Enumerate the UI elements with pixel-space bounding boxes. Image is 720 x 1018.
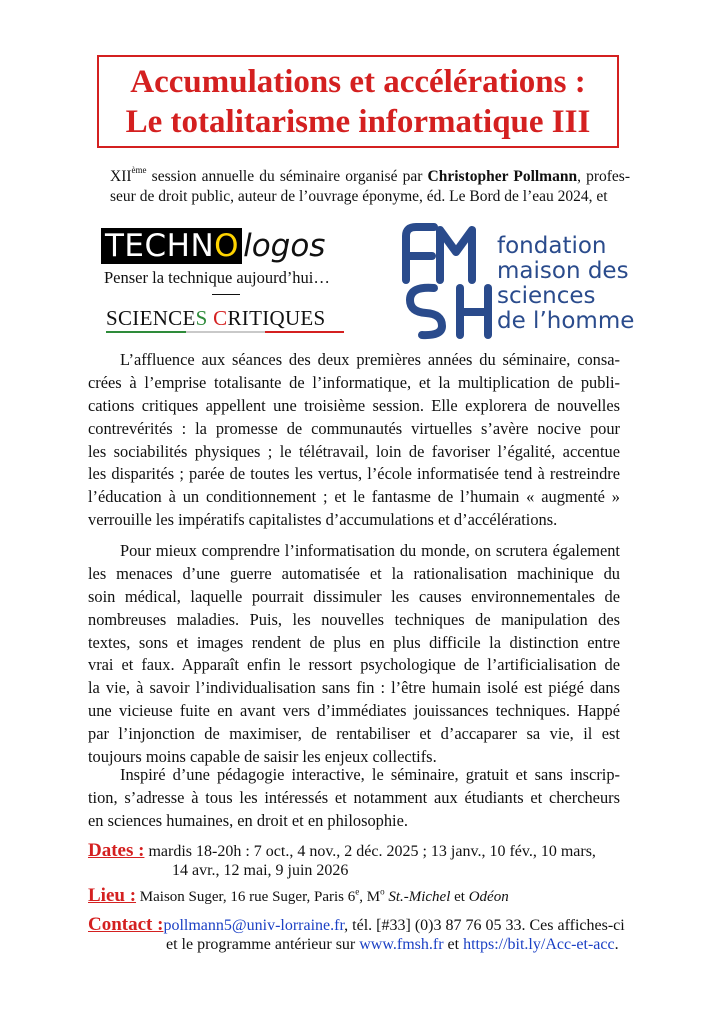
p2-line: par l’injonction de maximiser, de rentabiliser et d’accaparer sa vie, il est [88, 724, 620, 744]
lieu-sup-e: e [355, 886, 360, 897]
sciences-critiques-underline [106, 331, 344, 333]
contact-email-link[interactable]: pollmann5@univ-lorraine.fr [163, 917, 345, 934]
lieu-label: Lieu : [88, 885, 137, 906]
dates-line-2: 14 avr., 12 mai, 9 juin 2026 [172, 862, 349, 879]
sc-c: C [213, 306, 228, 330]
title-line-1: Accumulations et accélérations : [130, 63, 586, 100]
p2-line: une vicieuse fuite en avant vers d’immédiates jouissances techniques. Happé [88, 701, 620, 721]
p1-line: verrouille les impératifs capitalistes d’accumulations et d’accélérations. [88, 510, 558, 530]
session-ordinal: ème [131, 165, 147, 175]
technologos-o: O [214, 228, 240, 264]
paragraph-1 [88, 349, 620, 532]
p1-line: crées à l’emprise totalisante de l’informatique, et la multiplication de publi- [88, 372, 620, 392]
bitly-link[interactable]: https://bit.ly/Acc-et-acc [463, 936, 615, 953]
p2-line: nombreuses maladies. Puis, les nouvelles techniques de manipulation des [88, 609, 620, 629]
p1-line: les disparités ; parée de toutes les vertus, l’école informatisée tend à restreindre [88, 464, 620, 484]
intro-line-2: seur de droit public, auteur de l’ouvrage éponyme, éd. Le Bord de l’eau 2024, et [110, 188, 608, 205]
p3-line: en sciences humaines, en droit et en philosophie. [88, 810, 408, 830]
dates-line-1: mardis 18-20h : 7 oct., 4 nov., 2 déc. 2025 ; 13 janv., 10 fév., 10 mars, [144, 843, 596, 860]
lieu-sup-o: o [380, 886, 385, 897]
technologos-logo [101, 226, 325, 264]
contact-text-d: . [614, 936, 619, 953]
author-name: Christopher Pollmann [427, 168, 578, 185]
contact-label: Contact : [88, 914, 164, 935]
technologos-tagline: Penser la technique aujourd’hui… [104, 268, 330, 287]
p2-line: vrai et faux. Apparaît enfin le ressort psychologique de l’artificialisation de [88, 655, 620, 675]
title-line-2: Le totalitarisme informatique III [125, 103, 591, 140]
lieu-address: Maison Suger, 16 rue Suger, Paris 6 [136, 889, 356, 905]
lieu-row [88, 885, 509, 907]
fmsh-line-2: maison des [497, 258, 629, 284]
dates-row [88, 840, 596, 880]
lieu-station-2: Odéon [468, 889, 509, 905]
contact-row [88, 914, 625, 954]
p1-line: cations critiques appellent une troisième session. Elle explorera de nouvelles [88, 395, 620, 415]
paragraph-2 [88, 540, 620, 769]
technologos-logos: logos [243, 228, 326, 264]
fmsh-wordmark [497, 234, 634, 334]
p1-line: L’affluence aux séances des deux premières années du séminaire, consa- [120, 350, 620, 369]
sc-part1: SCIENCE [106, 306, 196, 330]
title-box [97, 55, 619, 148]
fmsh-line-4: de l’homme [497, 308, 635, 334]
p3-line: Inspiré d’une pédagogie interactive, le séminaire, gratuit et sans inscrip- [120, 765, 620, 784]
p1-line: les sociabilités physiques ; le télétravail, loin de favoriser l’égalité, accentue [88, 441, 620, 461]
session-number: XII [110, 168, 132, 185]
p1-line: contrevérités : la promesse de communautés virtuelles s’avère nocive pour [88, 418, 620, 438]
lieu-text-c: et [450, 889, 469, 905]
contact-phone: , tél. [#33] (0)3 87 76 05 33. Ces affiches-ci [344, 917, 625, 934]
paragraph-3 [88, 764, 620, 833]
technologos-block [101, 228, 242, 264]
fmsh-logo-mark [400, 222, 500, 340]
contact-text-c: et [443, 936, 464, 953]
technologos-tech: TECHN [105, 228, 215, 264]
p2-line: soin médical, laquelle pourrait dissimuler les causes environnementales de [88, 586, 620, 606]
p2-line: textes, sons et images rendent de plus en plus difficile la distinction entre [88, 632, 620, 652]
dates-label: Dates : [88, 840, 145, 861]
fmsh-website-link[interactable]: www.fmsh.fr [359, 936, 444, 953]
p3-line: tion, s’adresse à tous les intéressés et notamment aux étudiants et chercheurs [88, 787, 620, 807]
p1-line: l’éducation à un conditionnement ; et le fantasme de l’humain « augmenté » [88, 487, 620, 507]
lieu-station-1: St.-Michel [384, 889, 451, 905]
fmsh-line-3: sciences [497, 283, 596, 309]
intro-text [110, 160, 630, 207]
sc-s: S [195, 306, 208, 330]
sciences-critiques-logo [106, 306, 326, 331]
contact-text-b: et le programme antérieur sur [166, 936, 360, 953]
p2-line: Pour mieux comprendre l’informatisation du monde, on scrutera également [120, 541, 620, 560]
fmsh-line-1: fondation [497, 233, 607, 259]
sc-part2: RITIQUES [227, 306, 326, 330]
intro-text-a: session annuelle du séminaire organisé par [146, 168, 428, 185]
p2-line: toujours moins capable de saisir les enjeux collectifs. [88, 747, 437, 767]
logo-separator [212, 294, 240, 295]
intro-text-b: , profes- [577, 168, 631, 185]
lieu-text-b: , M [359, 889, 381, 905]
p2-line: les menaces d’une guerre automatisée et la rationalisation machinique du [88, 563, 620, 583]
p2-line: la vie, à savoir l’individualisation sans fin : l’être humain isolé est piégé dans [88, 678, 620, 698]
